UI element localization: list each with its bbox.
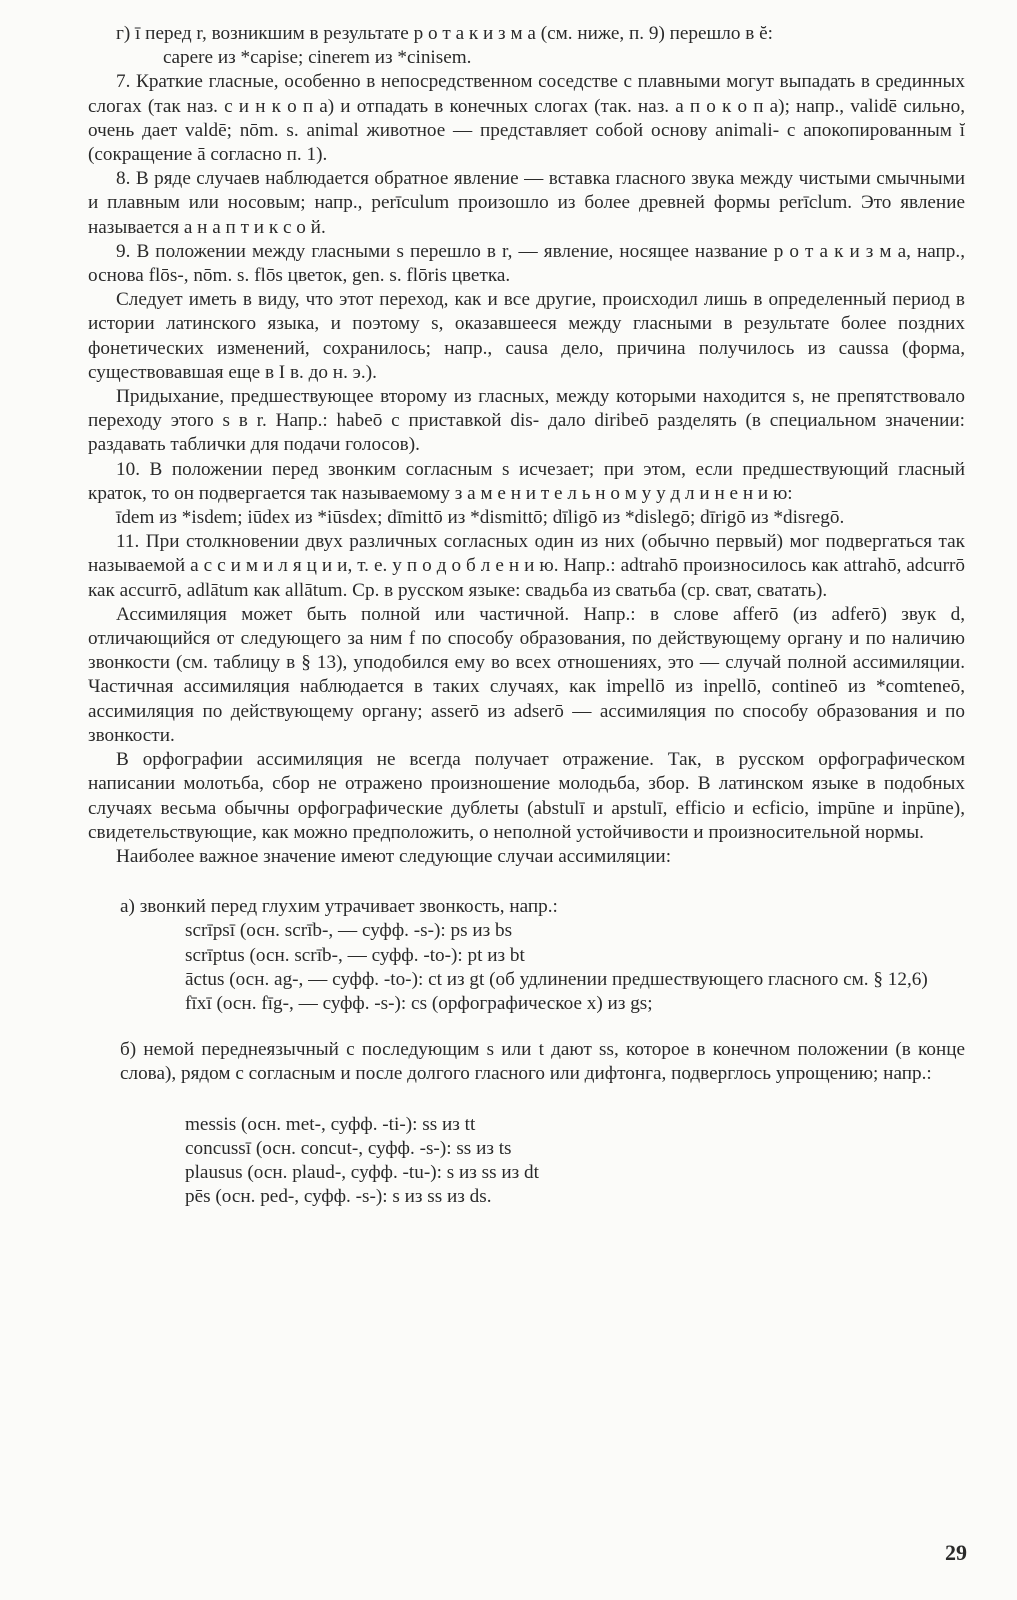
example-line: concussī (осн. concut-, суфф. -s-): ss из ts: [185, 1137, 512, 1159]
example-line: pēs (осн. ped-, суфф. -s-): s из ss из ds.: [185, 1186, 492, 1208]
paragraph: 9. В положении между гласными s перешло в r, — явление, носящее название р о т а к и з м а, напр., основа flōs-, nōm. s. flōs цветок, gen. s. flōris цветка.: [88, 240, 965, 287]
paragraph: 11. При столкновении двух различных согласных один из них (обычно первый) мог подвергаться так называемой а с с и м и л я ц и и, т. е. у п о д о б л е н и ю. Напр.: adtrahō произносилось как attrahō, adcurrō как accurrō, adlātum как allātum. Ср. в русском языке: свадьба из сватьба (ср. сват, сватать).: [88, 531, 965, 601]
paragraph: 10. В положении перед звонким согласным s исчезает; при этом, если предшествующий гласный краток, то он подвергается так называемому з а м е н и т е л ь н о м у у д л и н е н и ю:: [88, 458, 965, 504]
paragraph: 8. В ряде случаев наблюдается обратное явление — вставка гласного звука между чистыми смычными и плавным или носовым; напр., perīculum произошло из более древней формы perīclum. Это явление называется а н а п т и к с о й.: [88, 168, 965, 238]
paragraph: Придыхание, предшествующее второму из гласных, между которыми находится s, не препятствовало переходу этого s в r. Напр.: habeō с приставкой dis- дало diribeō разделять (в специальном значении: раздавать таблички для подачи голосов).: [88, 386, 965, 456]
paragraph: Наиболее важное значение имеют следующие случаи ассимиляции:: [116, 845, 672, 867]
example-line: scrīptus (осн. scrīb-, — суфф. -to-): pt из bt: [185, 944, 525, 966]
paragraph: Ассимиляция может быть полной или частичной. Напр.: в слове afferō (из adferō) звук d, отличающийся от следующего за ним f по способу образования, по действующему органу и по наличию звонкости (см. таблицу в § 13), уподобился ему во всех отношениях, это — случай полной ассимиляции. Частичная ассимиляция наблюдается в таких случаях, как impellō из inpellō, contineō из *comteneō, ассимиляция по действующему органу; asserō из adserō — ассимиляция по способу образования и по звонкости.: [88, 603, 965, 746]
example-line: fīxī (осн. fīg-, — суфф. -s-): cs (орфографическое x) из gs;: [185, 992, 653, 1014]
example-line: messis (осн. met-, суфф. -ti-): ss из tt: [185, 1113, 476, 1135]
spacer: [88, 1016, 965, 1038]
example-line: āctus (осн. ag-, — суфф. -to-): ct из gt (об удлинении предшествующего гласного см. § 12,6): [185, 968, 928, 990]
spacer: [88, 869, 965, 895]
paragraph: 7. Краткие гласные, особенно в непосредственном соседстве с плавными могут выпадать в срединных слогах (так наз. с и н к о п а) и отпадать в конечных слогах (так. наз. а п о к о п а); напр., validē сильно, очень дает valdē; nōm. s. animal животное — представляет собой основу animali- с апокопированным ĭ (сокращение ā согласно п. 1).: [88, 71, 965, 166]
paragraph: г) ī перед r, возникшим в результате р о т а к и з м а (см. ниже, п. 9) перешло в ĕ:: [116, 23, 773, 44]
spacer: [88, 1087, 965, 1113]
example-line: scrīpsī (осн. scrīb-, — суфф. -s-): ps из bs: [185, 920, 513, 942]
example-line: īdem из *isdem; iūdex из *iūsdex; dīmittō из *dismittō; dīligō из *dislegō; dīrigō из *disregō.: [116, 507, 845, 529]
list-item: б) немой переднеязычный с последующим s или t дают ss, которое в конечном положении (в конце слова), рядом с согласным и после долгого гласного или дифтонга, подверглось упрощению; напр.:: [120, 1039, 965, 1085]
list-item: а) звонкий перед глухим утрачивает звонкость, напр.:: [120, 896, 558, 918]
page-number: 29: [945, 1540, 967, 1565]
paragraph: Следует иметь в виду, что этот переход, как и все другие, происходил лишь в определенный период в истории латинского языка, и поэтому s, оказавшееся между гласными в результате более поздних фонетических изменений, сохранилось; напр., causa дело, причина получилось из caussa (форма, существовавшая еще в I в. до н. э.).: [88, 289, 965, 383]
example-line: capere из *capise; cinerem из *cinisem.: [163, 47, 472, 69]
example-line: plausus (осн. plaud-, суфф. -tu-): s из ss из dt: [185, 1161, 539, 1183]
paragraph: В орфографии ассимиляция не всегда получает отражение. Так, в русском орфографическом написании молотьба, сбор не отражено произношение молодьба, збор. В латинском языке в подобных случаях весьма обычны орфографические дублеты (abstulī и apstulī, efficio и ecficio, impūne и inpūne), свидетельствующие, как можно предположить, о неполной устойчивости и произносительной нормы.: [88, 749, 965, 843]
